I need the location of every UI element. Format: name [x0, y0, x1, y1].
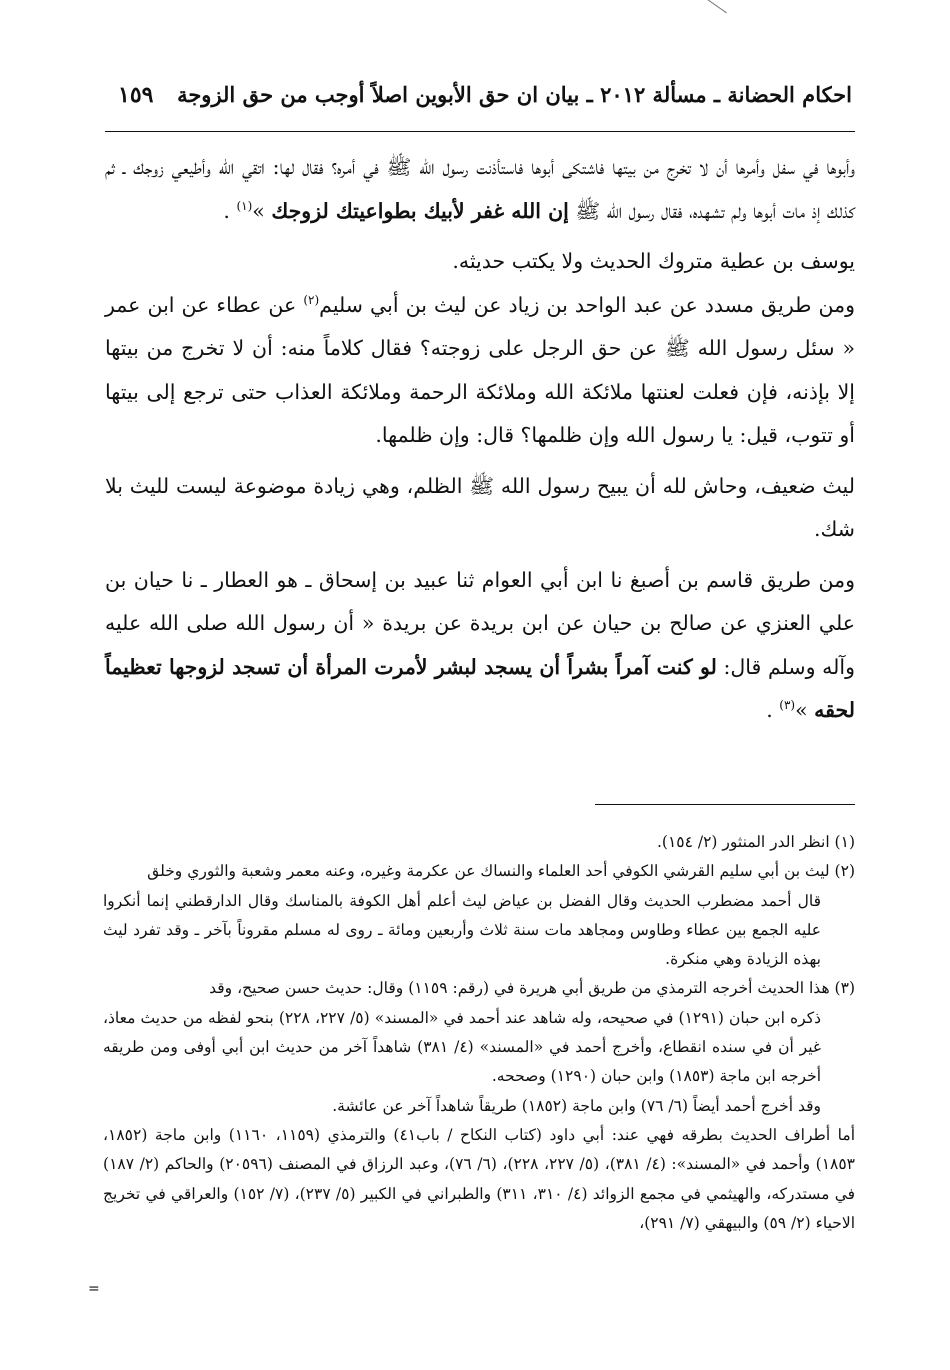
scan-artifact-line — [705, 0, 727, 13]
main-text — [105, 146, 855, 733]
paragraph-4: ليث ضعيف، وحاش لله أن يبيح رسول الله ﷺ الظلم، وهي زيادة موضوعة ليست لليث بلا شك. — [105, 473, 855, 541]
footnote-3 — [103, 974, 855, 1238]
page-header — [112, 82, 852, 122]
footnote-2-first-line: (٢) ليث بن أبي سليم القرشي الكوفي أحد العلماء والنساك عن عكرمة وغيره، وعنه معمر وشعبة والثوري وخلق — [147, 862, 855, 881]
paragraph-1-text: وأبوها في سفل وأمرها أن لا تخرج من بيتها فاشتكى أبوها فاستأذنت رسول الله ﷺ في أمره؟ فقال لها: اتقي الله وأطيعي زوجك ـ ثم كذلك إذ مات أبوها ولم تشهده، فقال رسول الله ﷺ — [105, 155, 855, 223]
paragraph-5-hadith-quote: لو كنت آمراً بشراً أن يسجد لبشر لأمرت المرأة أن تسجد لزوجها تعظيماً لحقه — [105, 654, 855, 722]
footnote-3-continuation: ذكره ابن حبان (١٢٩١) في صحيحه، وله شاهد عند أحمد في «المسند» (٥/ ٢٢٧، ٢٢٨) بنحو لفظه من حديث معاذ، غير أن في سنده انقطاع، وأخرج أحمد في «المسند» (٤/ ٣٨١) شاهداً آخر من حديث ابن أبي أوفى ومن طريقه أخرجه ابن ماجة (١٨٥٣) وابن حبان (١٢٩٠) وصححه. — [103, 1008, 822, 1086]
paragraph-5 — [105, 559, 855, 733]
continuation-mark: = — [88, 1281, 100, 1297]
paragraph-1 — [105, 146, 855, 233]
footnote-3-aisha-line: وقد أخرج أحمد أيضاً (٦/ ٧٦) وابن ماجة (١٨٥٢) طريقاً شاهداً آخر عن عائشة. — [332, 1096, 821, 1115]
footnote-ref-1: (١) — [236, 198, 253, 213]
page-number: ١٥٩ — [118, 82, 154, 108]
paragraph-3 — [105, 284, 855, 458]
footnote-separator — [595, 804, 855, 805]
paragraph-5-text: ومن طريق قاسم بن أصبغ نا ابن أبي العوام ثنا عبيد بن إسحاق ـ هو العطار ـ نا حيان بن علي العنزي عن صالح بن حيان عن ابن بريدة عن بريدة « أن رسول الله صلى الله عليه وآله وسلم قال: — [105, 567, 855, 679]
paragraph-2: يوسف بن عطية متروك الحديث ولا يكتب حديثه. — [452, 249, 855, 273]
paragraph-3-rest: عن عطاء عن ابن عمر « سئل رسول الله ﷺ عن حق الرجل على زوجته؟ فقال كلاماً منه: أن لا تخرج من بيتها إلا بإذنه، فإن فعلت لعنتها ملائكة الله وملائكة الرحمة وملائكة العذاب حتى ترجع إلى بيتها أو تتوب، قيل: يا رسول الله وإن ظلمها؟ قال: وإن ظلمها. — [105, 292, 855, 447]
paragraph-1-quote-close: » — [252, 198, 272, 223]
footnote-2-continuation: قال أحمد مضطرب الحديث وقال الفضل بن عياض ليث أعلم أهل الكوفة بالمناسك وقال الدارقطني إنما أنكروا عليه الجمع بين عطاء وطاوس ومجاهد مات سنة ثلاث وأربعين ومائة ـ روى له مسلم مقروناً بآخر ـ وقد تفرد ليث بهذه الزيادة وهي منكرة. — [103, 891, 821, 969]
footnotes — [103, 828, 855, 1238]
footnote-2 — [103, 857, 855, 974]
paragraph-3-text: ومن طريق مسدد عن عبد الواحد بن زياد عن ليث بن أبي سليم — [319, 292, 855, 317]
running-title: احكام الحضانة ـ مسألة ٢٠١٢ ـ بيان ان حق الأبوين اصلاً أوجب من حق الزوجة — [177, 82, 852, 107]
footnote-ref-3: (٣) — [779, 698, 796, 713]
paragraph-5-end: . — [766, 698, 780, 722]
paragraph-1-end: . — [223, 198, 237, 223]
paragraph-5-quote-close: » — [795, 698, 815, 722]
footnote-1: (١) انظر الدر المنثور (٢/ ١٥٤). — [656, 833, 855, 851]
footnote-3-first-line: (٣) هذا الحديث أخرجه الترمذي من طريق أبي هريرة في (رقم: ١١٥٩) وقال: حديث حسن صحيح، وقد — [209, 979, 855, 998]
paragraph-1-hadith-quote: إن الله غفر لأبيك بطواعيتك لزوجك — [271, 198, 569, 223]
header-rule — [105, 131, 855, 132]
footnote-ref-2: (٢) — [303, 292, 320, 307]
footnote-3-sources: أما أطراف الحديث بطرقه فهي عند: أبي داود (كتاب النكاح / باب٤١) والترمذي (١١٥٩، ١١٦٠) وابن ماجة (١٨٥٢، ١٨٥٣) وأحمد في «المسند»: (٤/ ٣٨١)، (٥/ ٢٢٧، ٢٢٨)، (٦/ ٧٦)، وعبد الرزاق في المصنف (٢٠٥٩٦) والحاكم (٢/ ١٨٧) في مستدركه، والهيثمي في مجمع الزوائد (٤/ ٣١٠، ٣١١) والطبراني في الكبير (٥/ ٢٣٧)، (٧/ ١٥٢) والعراقي في تخريج الاحياء (٢/ ٥٩) والبيهقي (٧/ ٢٩١)، — [103, 1125, 856, 1232]
